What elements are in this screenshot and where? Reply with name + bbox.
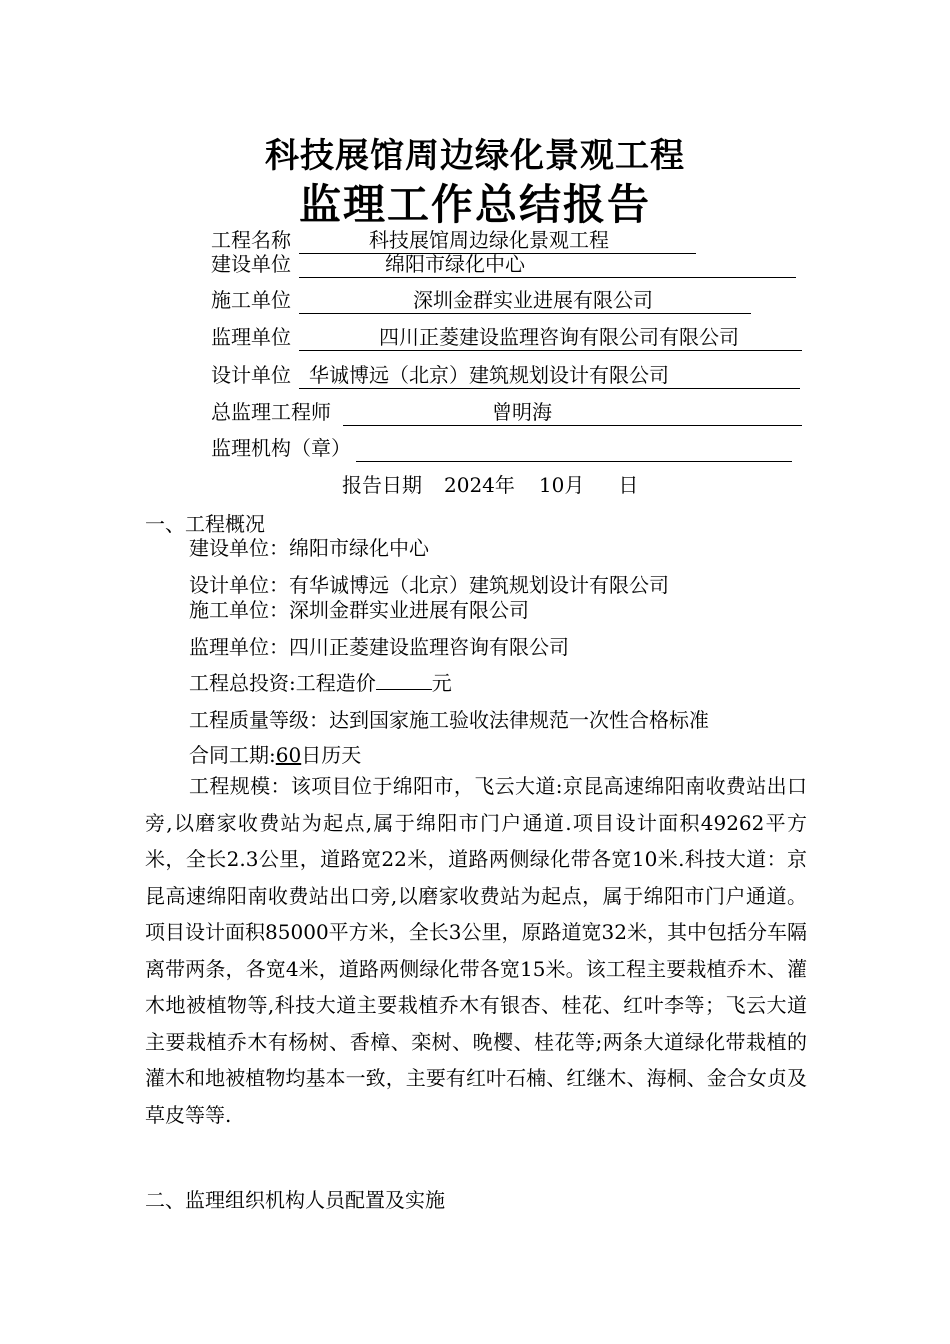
- section2-heading: 二、监理组织机构人员配置及实施: [145, 1188, 445, 1212]
- period-days: 60: [275, 743, 302, 767]
- info-value: 华诚博远（北京）建筑规划设计有限公司: [309, 363, 669, 387]
- info-label: 监理单位: [211, 325, 291, 349]
- info-value: 深圳金群实业进展有限公司: [413, 288, 653, 312]
- investment-unit: 元: [431, 671, 452, 695]
- overview-quality: 工程质量等级：达到国家施工验收法律规范一次性合格标准: [189, 708, 709, 732]
- info-value: 科技展馆周边绿化景观工程: [369, 228, 609, 252]
- info-label: 设计单位: [211, 363, 291, 387]
- report-date-day: 日: [618, 473, 639, 497]
- info-label: 建设单位: [211, 252, 291, 276]
- section1-heading: 一、工程概况: [145, 512, 265, 536]
- info-value: 绵阳市绿化中心: [385, 252, 525, 276]
- overview-designer: 设计单位：有华诚博远（北京）建筑规划设计有限公司: [189, 573, 669, 597]
- info-value: 曾明海: [492, 400, 552, 424]
- info-label: 施工单位: [211, 288, 291, 312]
- overview-scale-paragraph: 工程规模：该项目位于绵阳市，飞云大道:京昆高速绵阳南收费站出口旁,以磨家收费站为起点,属于绵阳市门户通道.项目设计面积49262平方米，全长2.3公里，道路宽22米，道路两侧绿化带各宽10米.科技大道：京昆高速绵阳南收费站出口旁,以磨家收费站为起点，属于绵阳市门户通道。项目设计面积85000平方米，全长3公里，原路道宽32米，其中包括分车隔离带两条，各宽4米，道路两侧绿化带各宽15米。该工程主要栽植乔木、灌木地被植物等,科技大道主要栽植乔木有银杏、桂花、红叶李等；飞云大道主要栽植乔木有杨树、香樟、栾树、晚樱、桂花等;两条大道绿化带栽植的灌木和地被植物均基本一致，主要有红叶石楠、红继木、海桐、金合女贞及草皮等等.: [145, 774, 807, 1127]
- period-label: 合同工期:: [189, 743, 276, 767]
- investment-blank: [376, 671, 432, 690]
- title-line1: 科技展馆周边绿化景观工程: [265, 136, 685, 176]
- report-date: [342, 469, 638, 498]
- investment-label: 工程总投资:工程造价: [189, 671, 376, 695]
- overview-owner: 建设单位：绵阳市绿化中心: [189, 536, 429, 560]
- info-label: 工程名称: [211, 228, 291, 252]
- overview-investment: [189, 667, 452, 696]
- info-label: 总监理工程师: [211, 400, 331, 424]
- overview-supervisor: 监理单位：四川正菱建设监理咨询有限公司: [189, 635, 569, 659]
- overview-period: [189, 739, 361, 768]
- overview-contractor: 施工单位：深圳金群实业进展有限公司: [189, 598, 529, 622]
- info-value: 四川正菱建设监理咨询有限公司有限公司: [379, 325, 739, 349]
- period-unit: 日历天: [301, 743, 362, 767]
- info-label: 监理机构（章）: [211, 436, 351, 460]
- report-date-label: 报告日期: [342, 473, 422, 497]
- underline: [299, 251, 796, 278]
- report-date-year: 2024年: [444, 473, 515, 497]
- title-line2: 监理工作总结报告: [298, 180, 651, 229]
- report-date-month: 10月: [538, 473, 585, 497]
- underline: [356, 435, 792, 462]
- underline: [343, 399, 802, 426]
